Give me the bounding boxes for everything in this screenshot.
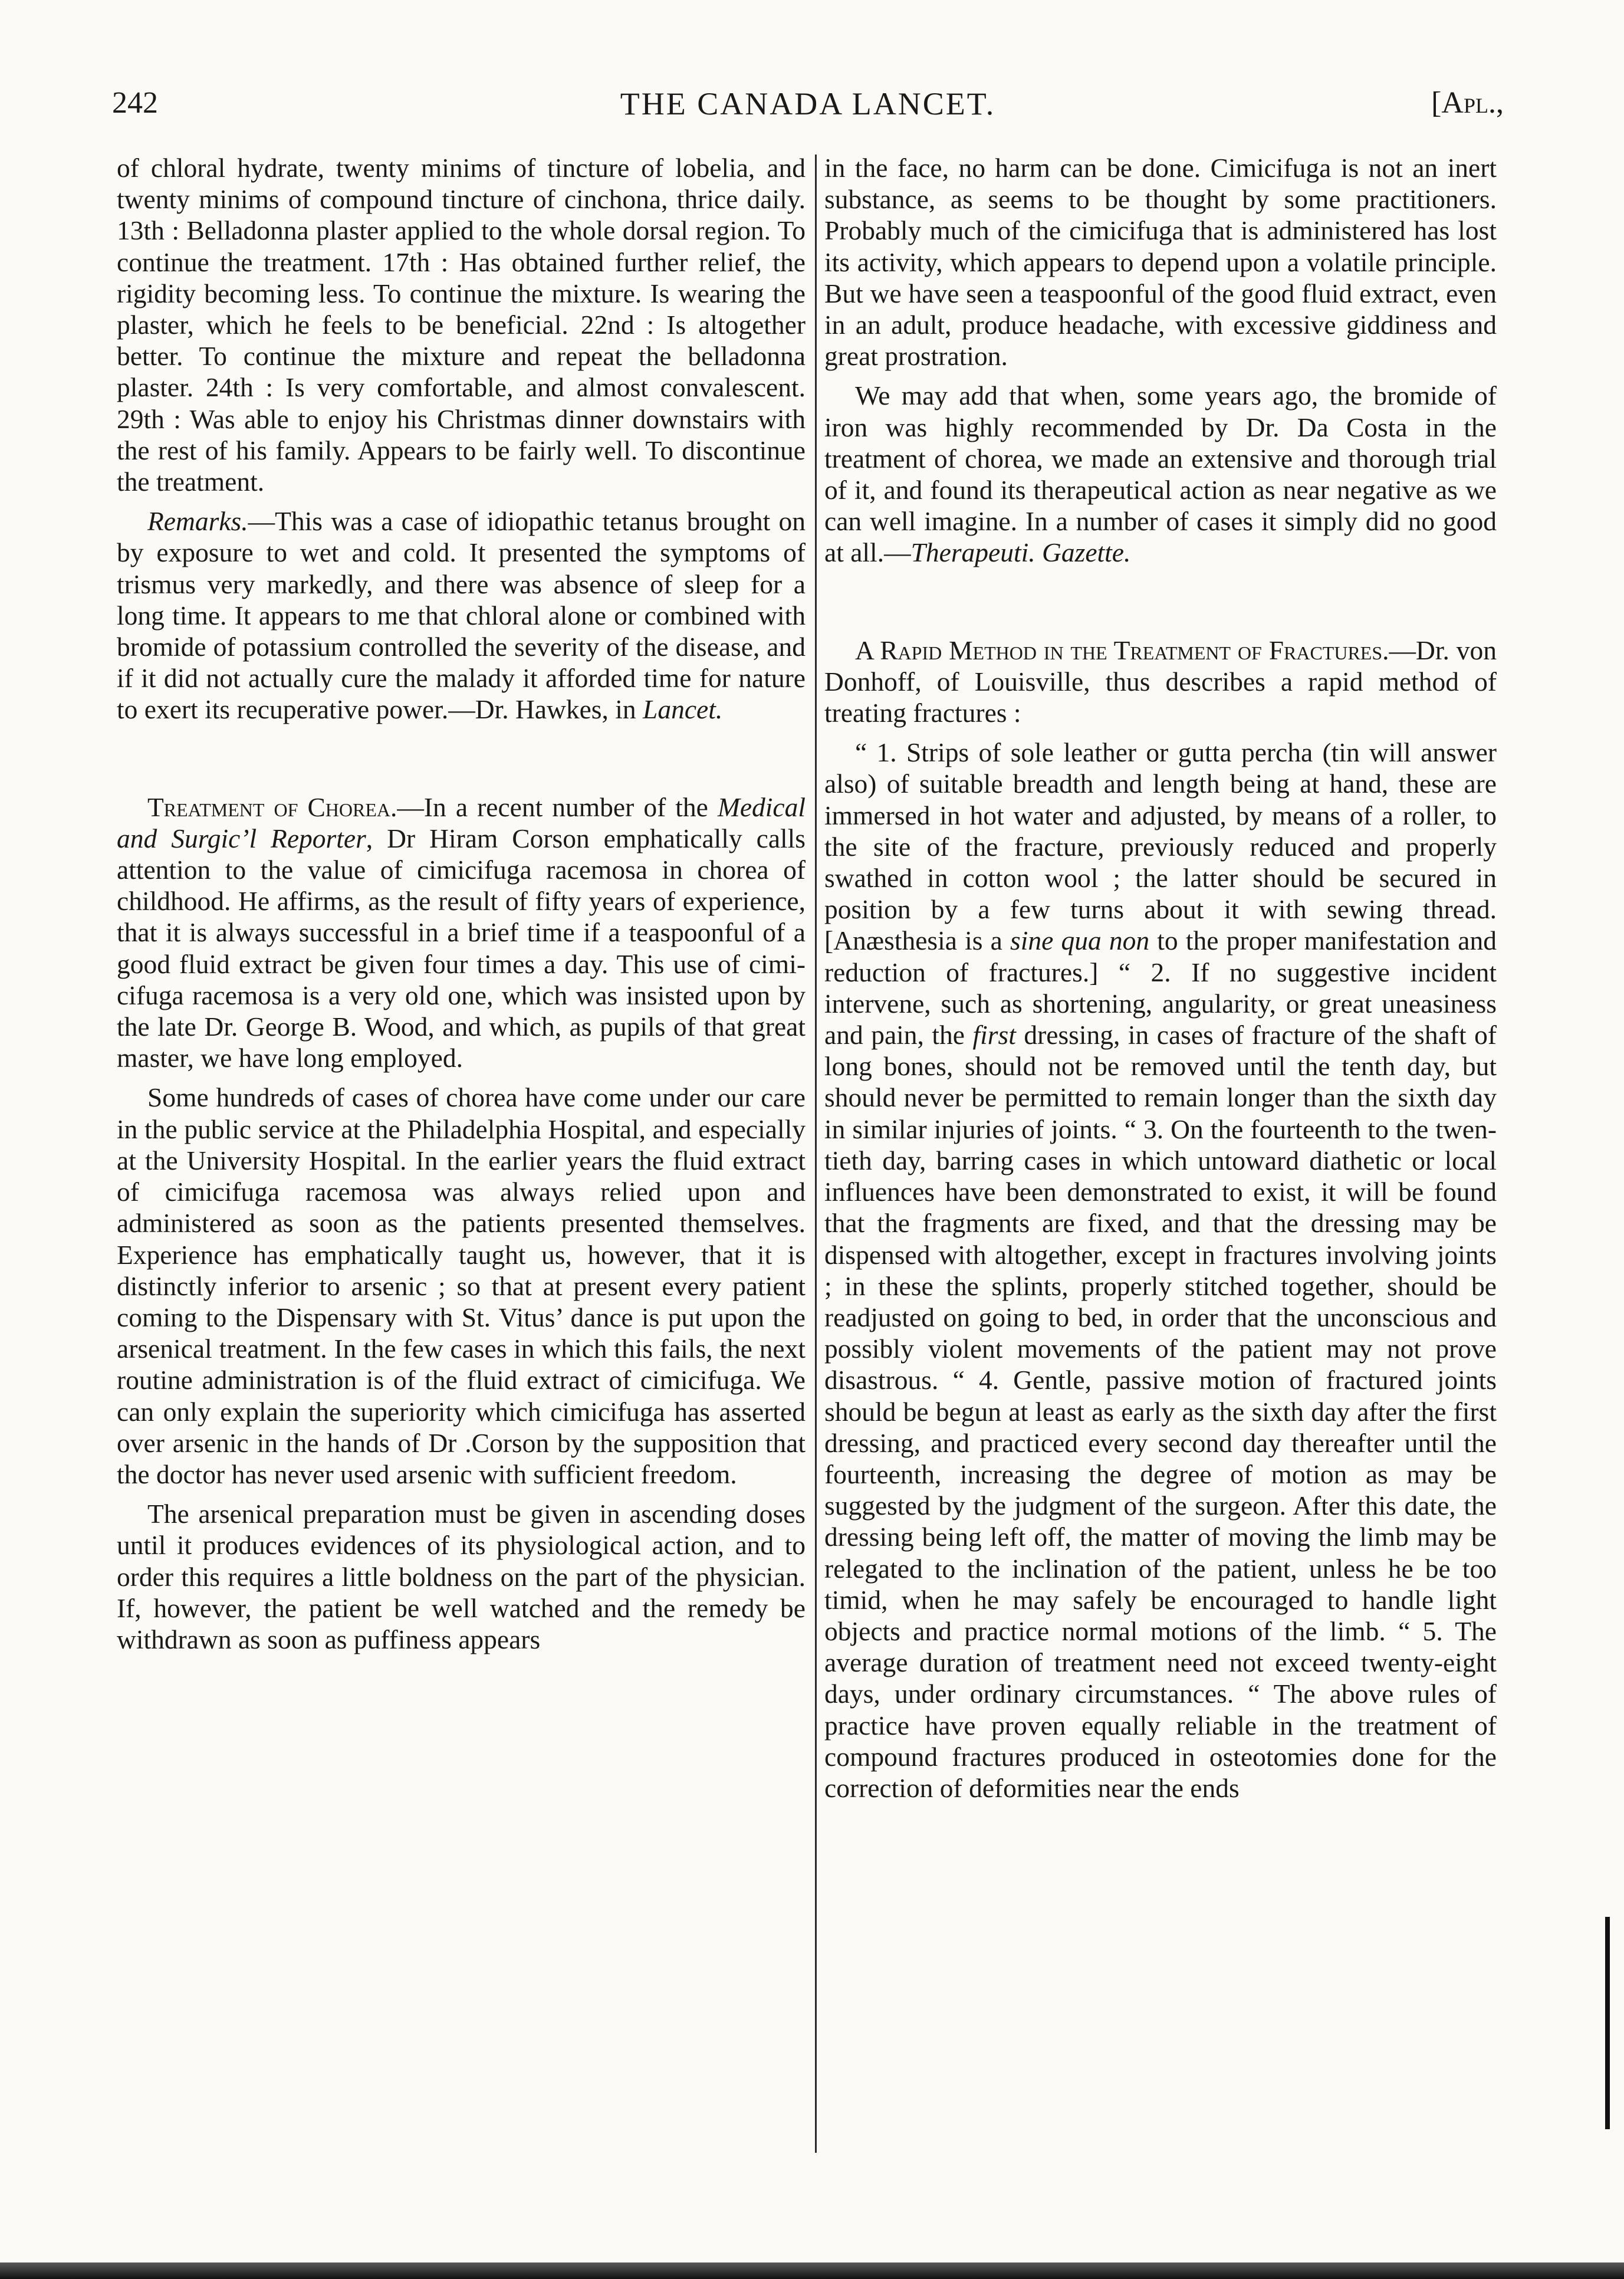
fractures-intro: —Dr. von Donhoff, of Louisville, thus describes a rapid method of treating fractures : (824, 635, 1497, 728)
arsenical-preparation-paragraph: The arsenical preparation must be given in ascending doses until it produces evidences of its physiological action, and to order this requires a little boldness on the part of the physician. If, however, the patient be well watched and the remedy be withdrawn as soon as puffiness appears (117, 1499, 806, 1654)
page-number: 242 (112, 86, 158, 120)
fractures-article-paragraph (824, 635, 1497, 729)
chorea-heading: Treatment of Chorea. (147, 792, 397, 822)
chorea-article-paragraph (117, 792, 806, 1074)
scan-bottom-edge (0, 2262, 1624, 2279)
column-divider (815, 155, 817, 2153)
latin-phrase: sine qua non (1010, 925, 1150, 956)
left-column (117, 152, 806, 1655)
cimicifuga-continuation-paragraph: in the face, no harm can be done. Cimicifuga is not an inert substance, as seems to be thought by some practitioners. Probably much of the cimicifuga that is administered has lost its activity, which appears to depend upon a volatile principle. But we have seen a teaspoonful of the good fluid extract, even in an adult, produce headache, with excessive giddiness and great prostration. (824, 153, 1497, 372)
chorea-text-2: , Dr Hiram Corson emphatically calls attention to the value of cimicifuga racemosa in chorea of childhood. He affirms, as the result of fifty years of experience, that it is always successful in a brief time if a teaspoonful of a good fluid extract be given four times a day. This use of cimicifuga racemosa is a very old one, which was insisted upon by the late Dr. George B. Wood, and which, as pupils of that great master, we have long employed. (117, 823, 806, 1073)
fractures-rules-paragraph (824, 737, 1497, 1804)
bromide-text: We may add that when, some years ago, the bromide of iron was highly recommended by Dr. Da Costa in the treatment of chorea, we made an extensive and thorough trial of it, and found its therapeutical action as near negative as we can well imagine. In a number of cases it simply did no good at all.— (824, 380, 1497, 568)
remarks-paragraph (117, 505, 806, 725)
issue-month: [Apl., (1431, 86, 1504, 120)
bromide-source: Therapeuti. Gazette. (910, 537, 1131, 568)
remarks-label: Remarks. (147, 506, 248, 537)
right-column (824, 152, 1497, 1804)
scan-edge-mark (1605, 1917, 1610, 2129)
chorea-journal-name: Medical and Surgic’l Reporter (117, 792, 806, 853)
page-header (112, 86, 1504, 133)
fracture-rule-text-3: dressing, in cases of fracture of the shaft of long bones, should not be removed until the tenth day, but should never be permitted to remain longer than the sixth day in similar injuries of joints. “ 3. On the fourteenth to the twentieth day, barring cases in which untoward diathetic or local influences have been demonstrated to exist, it will be found that the fragments are fixed, and that the dressing may be dispensed with altogether, except in fractures involving joints ; in these the splints, properly stitched together, should be readjusted on going to bed, in order that the unconscious and possibly violent movements of the patient may not prove disastrous. “ 4. Gentle, passive motion of fractured joints should be begun at least as early as the sixth day after the first dressing, and practiced every second day thereafter until the fourteenth, increasing the degree of motion as may be suggested by the judgment of the surgeon. After this date, the dressing being left off, the matter of moving the limb may be relegated to the inclination of the patient, unless he be too timid, when he may safely be encouraged to handle light objects and practice normal motions of the limb. “ 5. The average duration of treatment need not exceed twenty-eight days, under ordinary circumstances. “ The above rules of practice have proven equally reliable in the treatment of compound fractures produced in osteotomies done for the correction of deformities near the ends (824, 1020, 1497, 1803)
hundreds-of-cases-paragraph: Some hundreds of cases of chorea have come under our care in the public service at the Philadelphia Hospital, and especially at the University Hospital. In the earlier years the fluid extract of cimicifuga racemosa was always relied upon and administered as soon as the patients presented themselves. Experience has emphatically taught us, however, that it is distinctly inferior to arsenic ; so that at present every patient coming to the Dispensary with St. Vitus’ dance is put upon the arsenical treatment. In the few cases in which this fails, the next routine administration is of the fluid extract of cimicifuga. We can only explain the superiority which cimicifuga has asserted over arsenic in the hands of Dr .Corson by the supposition that the doctor has never used arsenic with sufficient freedom. (117, 1082, 806, 1489)
first-emphasis: first (972, 1020, 1016, 1050)
fractures-heading: A Rapid Method in the Treatment of Fractures. (855, 635, 1389, 665)
remarks-text: —This was a case of idiopathic tetanus brought on by exposure to wet and cold. It presented the symptoms of trismus very markedly, and there was absence of sleep for a long time. It appears to me that chloral alone or combined with bromide of potassium controlled the severity of the disease, and if it did not actually cure the malady it afforded time for nature to exert its recuperative power.—Dr. Hawkes, in (117, 506, 806, 725)
bromide-paragraph (824, 380, 1497, 568)
fracture-rule-text-1: “ 1. Strips of sole leather or gutta percha (tin will answer also) of suitable breadth and length being at hand, these are immersed in hot water and adjusted, by means of a roller, to the site of the fracture, previously reduced and properly swathed in cotton wool ; the latter should be secured in position by a few turns about it with sewing thread. [Anæsthesia is a (824, 737, 1497, 956)
fracture-rule-text-2: to the proper manifestation and reduction of fractures.] “ 2. If no suggestive incident intervene, such as shortening, angularity, or great uneasiness and pain, the (824, 925, 1497, 1050)
journal-title: THE CANADA LANCET. (620, 86, 996, 121)
chorea-text-1: —In a recent number of the (397, 792, 718, 822)
case-notes-paragraph: of chloral hydrate, twenty minims of tincture of lobelia, and twenty minims of compound tincture of cinchona, thrice daily. 13th : Belladonna plaster applied to the whole dorsal region. To continue the treatment. 17th : Has obtained further relief, the rigidity becoming less. To continue the mixture. Is wearing the plaster, which he feels to be beneficial. 22nd : Is altogether better. To continue the mixture and repeat the belladonna plaster. 24th : Is very comfortable, and almost convalescent. 29th : Was able to enjoy his Christmas dinner downstairs with the rest of his family. Appears to be fairly well. To discontinue the treatment. (117, 153, 806, 497)
remarks-source: Lancet. (643, 694, 723, 725)
